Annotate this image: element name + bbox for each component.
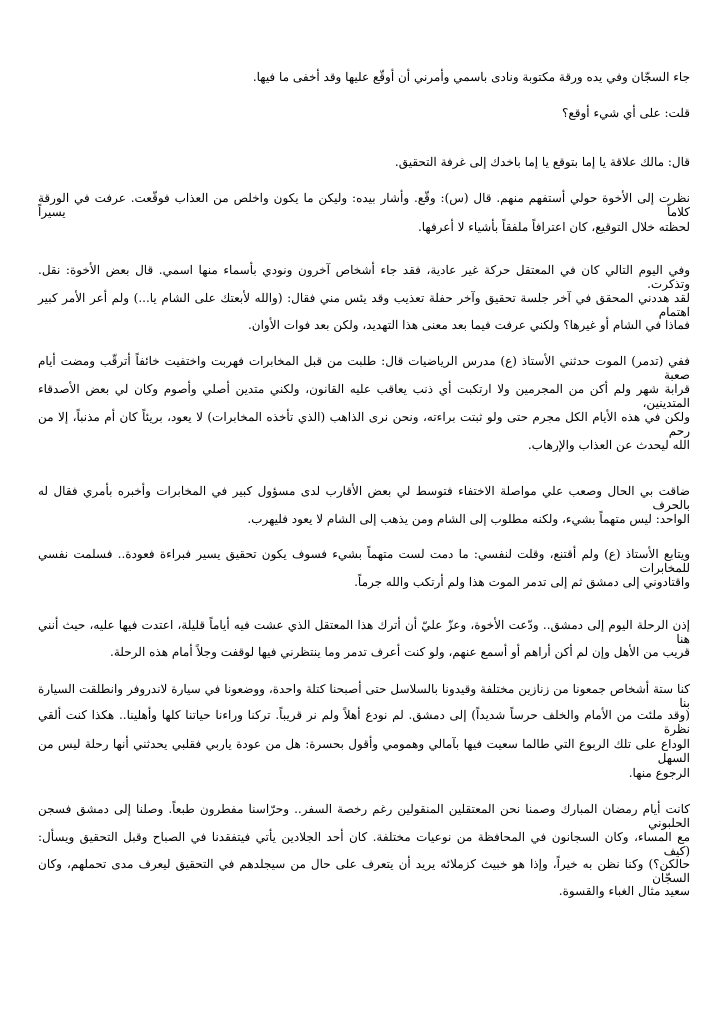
text-line: لحظته خلال التوقيع، كان اعترافاً ملفقاً بأشياء لا أعرفها.: [417, 220, 690, 234]
text-line: لقد هددني المحقق في آخر جلسة تحقيق وآخر حفلة تعذيب وقد يئس مني فقال: (والله لأبعتك على الشام يا...) ولم أعر الأمر كبير اهتمام: [38, 291, 690, 319]
text-line: واقتادوني إلى دمشق ثم إلى تدمر الموت هذا ولم أرتكب والله جرماً.: [354, 575, 690, 589]
text-line: الله ليحدث عن العذاب والإرهاب.: [527, 438, 690, 452]
text-line: مع المساء، وكان السجانون في المحافظة من نوعيات مختلفة. كان أحد الجلادين يأتي فيتفقدنا في الصباح وقبل التحقيق ويسأل: (كيف: [38, 830, 690, 858]
text-line: فماذا في الشام أو غيرها؟ ولكني عرفت فيما بعد معنى هذا التهديد، ولكن بعد فوات الأوان.: [247, 318, 690, 332]
text-line: الوداع على تلك الربوع التي طالما سعيت فيها بآمالي وهمومي وأقول بحسرة: هل من عودة ياربي فقلبي يحدثني أنها رحلة ليس من السهل: [38, 737, 690, 765]
text-line: ويتابع الأستاذ (ع) ولم أقتنع، وقلت لنفسي: ما دمت لست متهماً بشيء فسوف يكون تحقيق يسير فبراءة فعودة.. فسلمت نفسي للمخابرات: [38, 547, 690, 575]
text-line: قريب من الأهل وإن لم أكن أراهم أو أسمع عنهم، ولو كنت أعرف تدمر وما ينتظرني فيها لوقفت وجلاً أمام هذه الرحلة.: [110, 645, 690, 659]
text-line: كانت أيام رمضان المبارك وصمنا نحن المعتقلين المنقولين رغم رخصة السفر.. وحرّاسنا مفطرون طبعاً. وصلنا إلى دمشق فسجن الحلبوني: [38, 802, 690, 830]
text-line: قلت: على أي شيء أوقع؟: [562, 106, 690, 120]
text-line: إذن الرحلة اليوم إلى دمشق.. ودّعت الأخوة، وعزّ عليّ أن أترك هذا المعتقل الذي عشت فيه أياماً قليلة، اعتدت فيها عليه، حيث أنني هنا: [38, 618, 690, 646]
text-line: جاء السجّان وفي يده ورقة مكتوبة ونادى باسمي وأمرني أن أوقّع عليها وقد أخفى ما فيها.: [252, 70, 690, 84]
text-line: ضاقت بي الحال وصعب علي مواصلة الاختفاء فتوسط لي بعض الأقارب لدى مسؤول كبير في المخابرات وأخبره بأمري فقال له بالحرف: [38, 484, 690, 512]
text-line: الواحد: ليس متهماً بشيء، ولكنه مطلوب إلى الشام ومن يذهب إلى الشام لا يعود فليهرب.: [247, 512, 690, 526]
text-line: سعيد مثال الغباء والقسوة.: [558, 884, 690, 898]
text-line: وفي اليوم التالي كان في المعتقل حركة غير عادية، فقد جاء أشخاص آخرون ونودي بأسماء منها اسمي. قال بعض الأخوة: نقل. وتذكرت.: [38, 263, 690, 291]
text-line: قال: مالك علاقة يا إما بتوقع يا إما باخدك إلى غرفة التحقيق.: [394, 155, 690, 169]
text-line: قرابة شهر ولم أكن من المجرمين ولا ارتكبت أي ذنب يعاقب عليه القانون، ولكني متدين أصلي وأصوم وكان لي بعض الأصدقاء المتدينين،: [38, 382, 690, 410]
text-line: حالكن؟) وكنا نظن به خيراً، وإذا هو خبيث كزملائه يريد أن يتعرف على حال من سيجلدهم في التحقيق ليعرف مدى تحملهم، وكان السجّان: [38, 857, 690, 885]
text-line: كنا ستة أشخاص جمعونا من زنازين مختلفة وقيدونا بالسلاسل حتى أصبحنا كتلة واحدة، ووضعونا في سيارة لاندروفر وانطلقت السيارة بنا: [38, 682, 690, 710]
text-line: نظرت إلى الأخوة حولي أستفهم منهم. قال (س): وقّع. وأشار بيده: وليكن ما يكون واخلص من العذاب فوقّعت. عرفت في الورقة كلاماً يسيراً: [38, 191, 690, 219]
text-line: (وقد ملئت من الأمام والخلف حرساً شديداً) إلى دمشق. لم نودع أهلاً ولم نر قريباً. تركنا وراءنا حياتنا كلها وأهلينا.. هكذا كنت ألقي نظرة: [38, 708, 690, 736]
text-line: ولكن في هذه الأيام الكل مجرم حتى ولو ثبتت براءته، ونحن نرى الذاهب (الذي تأخذه المخابرات) لا يعود، بريئاً كان أم مذنباً، إلا من رحم: [38, 410, 690, 438]
text-line: الرجوع منها.: [628, 766, 690, 780]
text-line: ففي (تدمر) الموت حدثني الأستاذ (ع) مدرس الرياضيات قال: طلبت من قبل المخابرات فهربت واختفيت خائفاً أترقّب ومضت أيام صعبة: [38, 354, 690, 382]
